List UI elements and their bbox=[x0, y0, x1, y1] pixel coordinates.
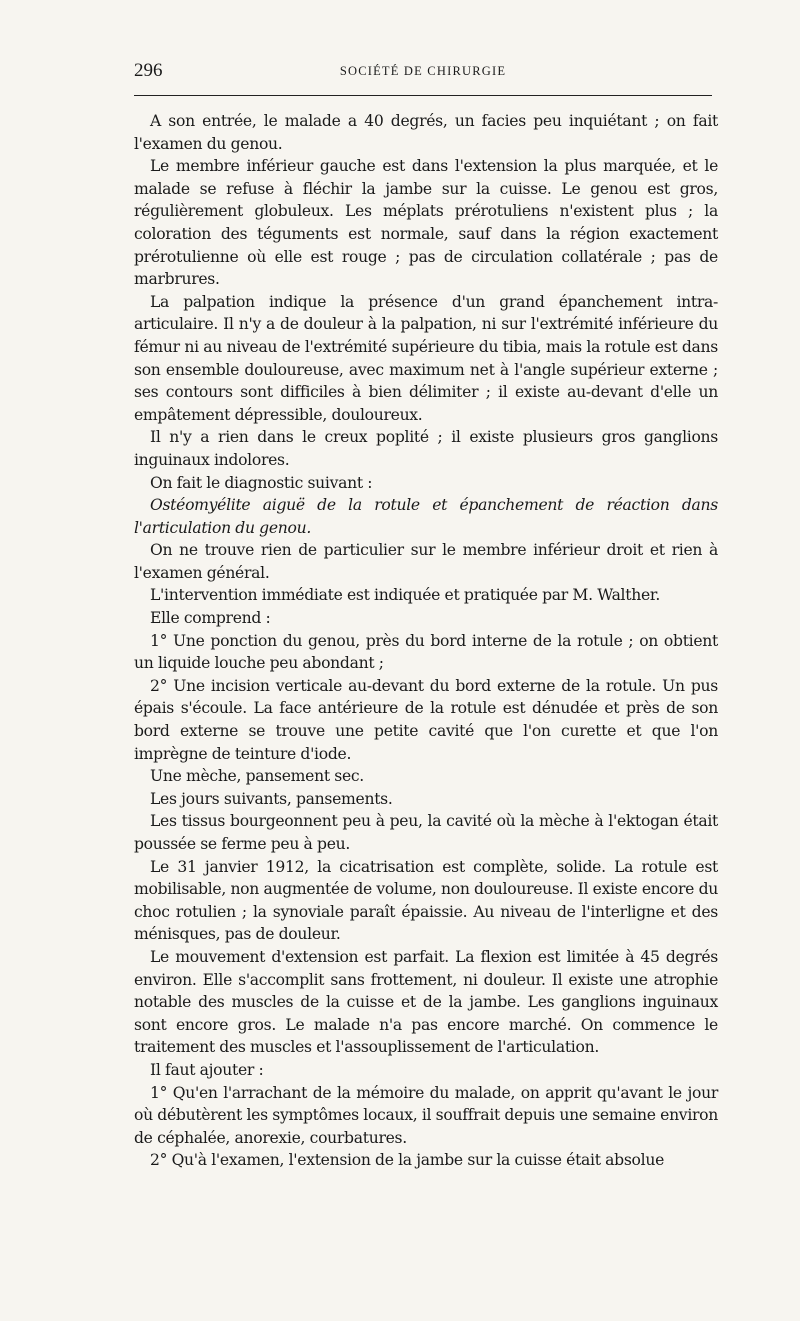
paragraph: A son entrée, le malade a 40 degrés, un facies peu inquiétant ; on fait l'examen du genou. bbox=[134, 112, 718, 153]
paragraph: Le membre inférieur gauche est dans l'extension la plus marquée, et le malade se refuse à fléchir la jambe sur la cuisse. Le genou est gros, régulièrement globuleux. Les méplats prérotuliens n'existent plus ; la coloration des téguments est normale, sauf dans la région exactement prérotulienne où elle est rouge ; pas de circulation collatérale ; pas de marbrures. bbox=[134, 157, 718, 289]
paragraph: Le 31 janvier 1912, la cicatrisation est complète, solide. La rotule est mobilisable, non augmentée de volume, non douloureuse. Il existe encore du choc rotulien ; la synoviale paraît épaissie. Au niveau de l'interligne et des ménisques, pas de douleur. bbox=[134, 857, 718, 944]
diagnosis-paragraph: Ostéomyélite aiguë de la rotule et épanchement de réaction dans l'articulation du genou. bbox=[134, 496, 718, 537]
header-rule bbox=[134, 95, 712, 96]
paragraph: La palpation indique la présence d'un grand épanchement intra-articulaire. Il n'y a de douleur à la palpation, ni sur l'extrémité inférieure du fémur ni au niveau de l'extrémité supérieure du tibia, mais la rotule est dans son ensemble douloureuse, avec maximum net à l'angle supérieur externe ; ses contours sont difficiles à bien délimiter ; il existe au-devant d'elle un empâtement dépressible, douloureux. bbox=[134, 292, 718, 424]
page-number: 296 bbox=[134, 60, 163, 81]
paragraph: Les jours suivants, pansements. bbox=[150, 789, 393, 808]
page-header bbox=[134, 60, 712, 86]
paragraph: On fait le diagnostic suivant : bbox=[150, 473, 373, 492]
paragraph: Une mèche, pansement sec. bbox=[150, 767, 364, 786]
paragraph: Elle comprend : bbox=[150, 609, 271, 628]
body-text bbox=[134, 110, 718, 1172]
paragraph: 2° Qu'à l'examen, l'extension de la jambe sur la cuisse était absolue bbox=[150, 1151, 664, 1170]
paragraph: Le mouvement d'extension est parfait. La flexion est limitée à 45 degrés environ. Elle s'accomplit sans frottement, ni douleur. Il existe une atrophie notable des muscles de la cuisse et de la jambe. Les ganglions inguinaux sont encore gros. Le malade n'a pas encore marché. On commence le traitement des muscles et l'assouplissement de l'articulation. bbox=[134, 947, 718, 1057]
paragraph: 1° Qu'en l'arrachant de la mémoire du malade, on apprit qu'avant le jour où débutèrent les symptômes locaux, il souffrait depuis une semaine environ de céphalée, anorexie, courbatures. bbox=[134, 1083, 718, 1147]
running-head: SOCIÉTÉ DE CHIRURGIE bbox=[339, 64, 507, 78]
paragraph: On ne trouve rien de particulier sur le membre inférieur droit et rien à l'examen général. bbox=[134, 541, 718, 582]
paragraph: 2° Une incision verticale au-devant du bord externe de la rotule. Un pus épais s'écoule. La face antérieure de la rotule est dénudée et près de son bord externe se trouve une petite cavité que l'on curette et que l'on imprègne de teinture d'iode. bbox=[134, 676, 718, 763]
paragraph: 1° Une ponction du genou, près du bord interne de la rotule ; on obtient un liquide louche peu abondant ; bbox=[134, 631, 718, 673]
paragraph: L'intervention immédiate est indiquée et pratiquée par M. Walther. bbox=[150, 586, 660, 605]
paragraph: Les tissus bourgeonnent peu à peu, la cavité où la mèche à l'ektogan était poussée se ferme peu à peu. bbox=[134, 812, 718, 853]
paragraph: Il n'y a rien dans le creux poplité ; il existe plusieurs gros ganglions inguinaux indolores. bbox=[134, 428, 718, 469]
paragraph: Il faut ajouter : bbox=[150, 1060, 264, 1079]
